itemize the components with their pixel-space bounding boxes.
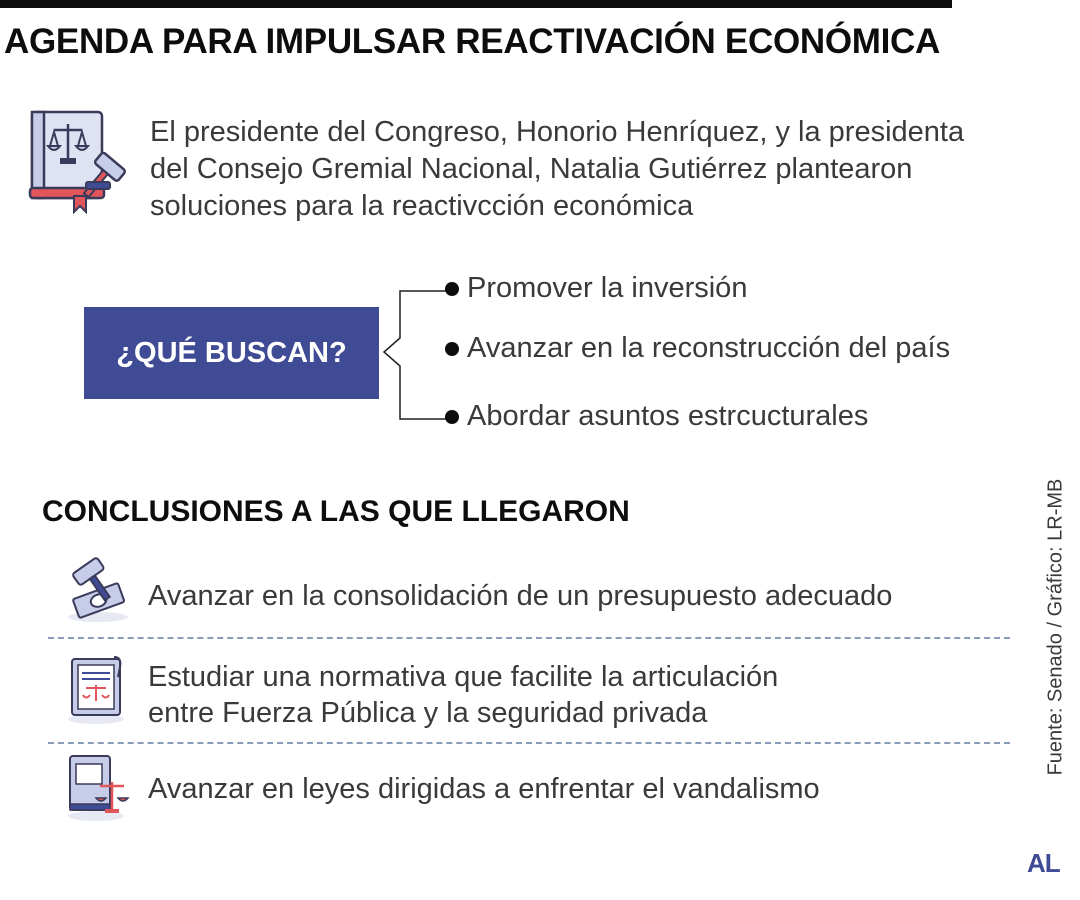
dashed-divider <box>48 742 1010 744</box>
page-title: AGENDA PARA IMPULSAR REACTIVACIÓN ECONÓMICA <box>4 22 940 61</box>
conclusions-heading: CONCLUSIONES A LAS QUE LLEGARON <box>42 495 630 528</box>
intro-line-3: soluciones para la reactivcción económica <box>150 190 694 222</box>
question-label: ¿QUÉ BUSCAN? <box>116 336 347 369</box>
conclusion-item <box>148 659 988 731</box>
conclusion-text-line-2: entre Fuerza Pública y la seguridad privada <box>148 697 708 729</box>
question-box <box>84 307 379 399</box>
gavel-money-icon <box>62 555 132 625</box>
intro-line-2: del Consejo Gremial Nacional, Natalia Gutiérrez plantearon <box>150 153 913 185</box>
conclusion-text: Avanzar en la consolidación de un presupuesto adecuado <box>148 580 893 612</box>
legal-document-icon <box>62 655 132 725</box>
goal-text: Avanzar en la reconstrucción del país <box>467 332 951 364</box>
goal-item <box>445 400 868 433</box>
conclusion-item <box>148 578 988 614</box>
goal-text: Abordar asuntos estrcucturales <box>467 400 869 432</box>
conclusion-item <box>148 771 988 807</box>
conclusion-text-line-1: Estudiar una normativa que facilite la articulación <box>148 661 779 693</box>
intro-paragraph <box>150 114 1050 225</box>
source-credit: Fuente: Senado / Gráfico: LR-MB <box>1044 478 1067 776</box>
goal-item <box>445 272 747 305</box>
dashed-divider <box>48 637 1010 639</box>
goal-text: Promover la inversión <box>467 272 748 304</box>
law-book-scales-icon <box>62 752 132 822</box>
publisher-logo: AL <box>1027 848 1060 878</box>
bullet-icon <box>445 282 459 296</box>
bullet-icon <box>445 342 459 356</box>
law-book-gavel-icon <box>26 108 130 216</box>
top-rule <box>0 0 952 8</box>
conclusion-text: Avanzar en leyes dirigidas a enfrentar el vandalismo <box>148 773 820 805</box>
intro-line-1: El presidente del Congreso, Honorio Henríquez, y la presidenta <box>150 116 965 148</box>
goal-item <box>445 332 950 365</box>
bullet-icon <box>445 410 459 424</box>
